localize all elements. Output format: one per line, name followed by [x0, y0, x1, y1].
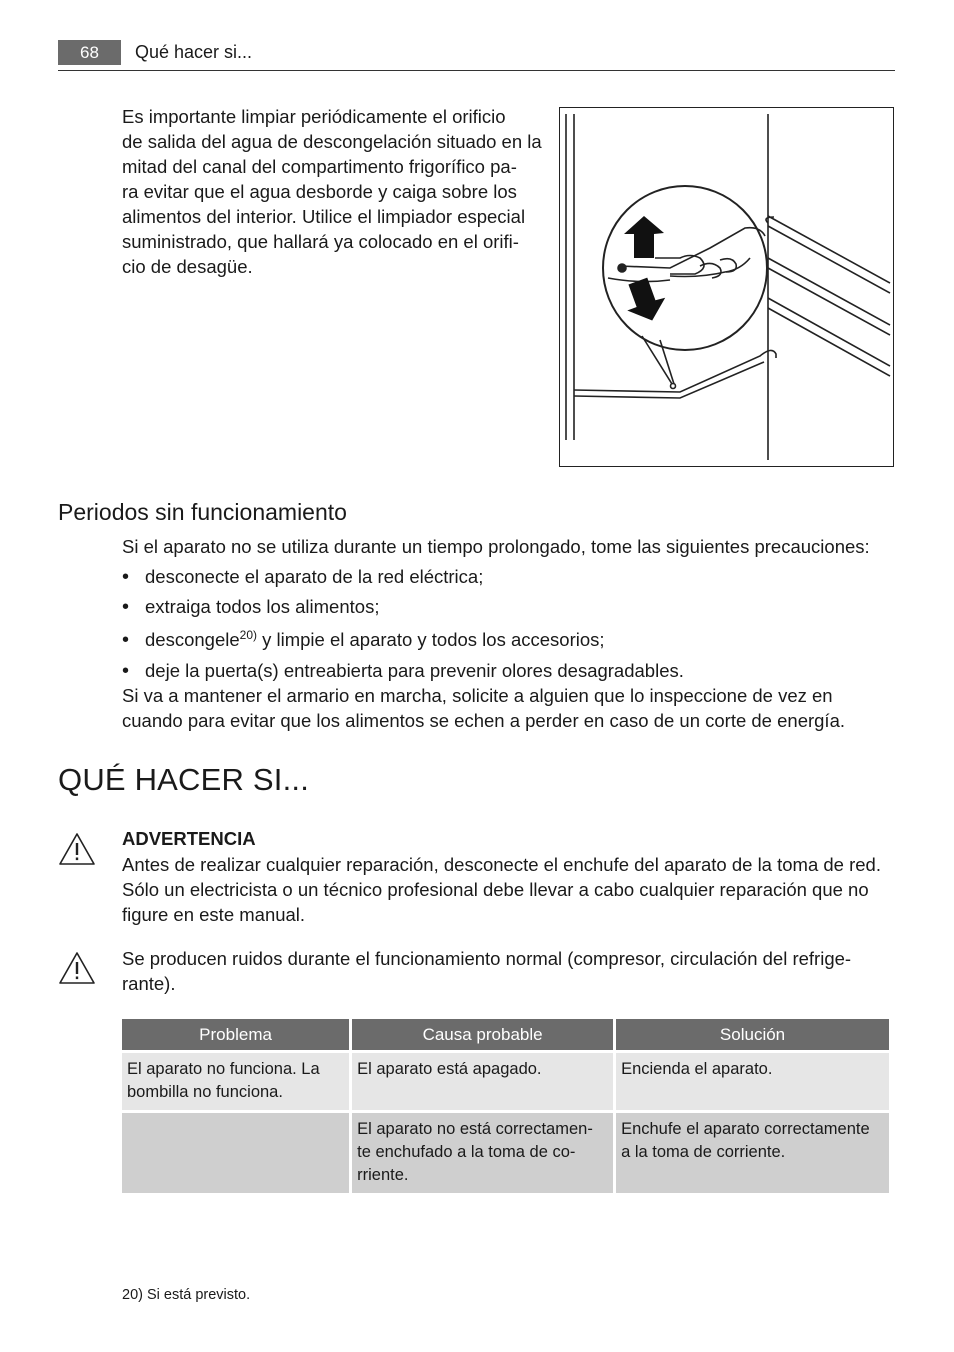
cause-cell: El aparato no está correctamen- te enchufado a la toma de co- rriente.: [352, 1113, 613, 1193]
intro-line: ra evitar que el agua desborde y caiga sobre los: [122, 181, 517, 202]
bullet-item: • extraiga todos los alimentos;: [122, 596, 380, 618]
chapter-heading: QUÉ HACER SI...: [58, 762, 310, 797]
intro-paragraph: [122, 104, 552, 279]
solution-cell: Encienda el aparato.: [616, 1053, 889, 1110]
column-header: Problema: [122, 1019, 349, 1050]
bullet-dot: •: [122, 566, 130, 588]
drain-cleaning-illustration: [559, 107, 894, 467]
warning-triangle-icon: [58, 832, 96, 866]
table-row: [122, 1053, 889, 1110]
idle-lead: Si el aparato no se utiliza durante un tiempo prolongado, tome las siguientes precauciones:: [122, 536, 870, 557]
intro-line: suministrado, que hallará ya colocado en el orifi-: [122, 231, 519, 252]
bullet-item: • desconecte el aparato de la red eléctrica;: [122, 566, 484, 588]
bullet-dot: •: [122, 660, 130, 682]
intro-line: de salida del agua de descongelación situado en la: [122, 131, 542, 152]
bullet-item: • deje la puerta(s) entreabierta para prevenir olores desagradables.: [122, 660, 684, 682]
idle-closing: Si va a mantener el armario en marcha, solicite a alguien que lo inspeccione de vez en cuando para evitar que los alimentos se echen a perder en caso de un corte de energía.: [122, 685, 845, 731]
bullet-item: • descongele$^{20)}$ y limpie el aparato y todos los accesorios;: [122, 628, 605, 651]
section-heading-idle: Periodos sin funcionamiento: [58, 499, 347, 525]
table-row: [122, 1113, 889, 1193]
bullet-dot: •: [122, 596, 130, 618]
troubleshooting-table: [119, 1016, 892, 1196]
intro-line: cio de desagüe.: [122, 256, 253, 277]
running-header: Qué hacer si...: [135, 42, 253, 62]
warning-text: Antes de realizar cualquier reparación, desconecte el enchufe del aparato de la toma de red. Sólo un electricista o un técnico profesional debe llevar a cabo cualquier reparación que no figure en este manual.: [122, 854, 881, 925]
column-header: Causa probable: [352, 1019, 613, 1050]
noise-note: Se producen ruidos durante el funcionamiento normal (compresor, circulación del refrige- rante).: [122, 948, 852, 994]
cause-cell: El aparato está apagado.: [352, 1053, 613, 1110]
footnote-ref: 20): [239, 628, 257, 642]
problem-cell: [122, 1113, 349, 1193]
footnote: 20) Si está previsto.: [122, 1287, 251, 1303]
intro-line: mitad del canal del compartimento frigorífico pa-: [122, 156, 517, 177]
warning-title: ADVERTENCIA: [122, 828, 256, 849]
column-header: Solución: [616, 1019, 889, 1050]
intro-line: Es importante limpiar periódicamente el orificio: [122, 106, 506, 127]
bullet-dot: •: [122, 629, 130, 651]
illustration-drawing: [560, 108, 893, 466]
table-header-row: [122, 1019, 889, 1050]
problem-cell: El aparato no funciona. La bombilla no funciona.: [122, 1053, 349, 1110]
header-divider: [58, 70, 895, 71]
warning-triangle-icon: [58, 951, 96, 985]
solution-cell: Enchufe el aparato correctamente a la toma de corriente.: [616, 1113, 889, 1193]
intro-line: alimentos del interior. Utilice el limpiador especial: [122, 206, 526, 227]
page-number: 68: [58, 40, 121, 65]
